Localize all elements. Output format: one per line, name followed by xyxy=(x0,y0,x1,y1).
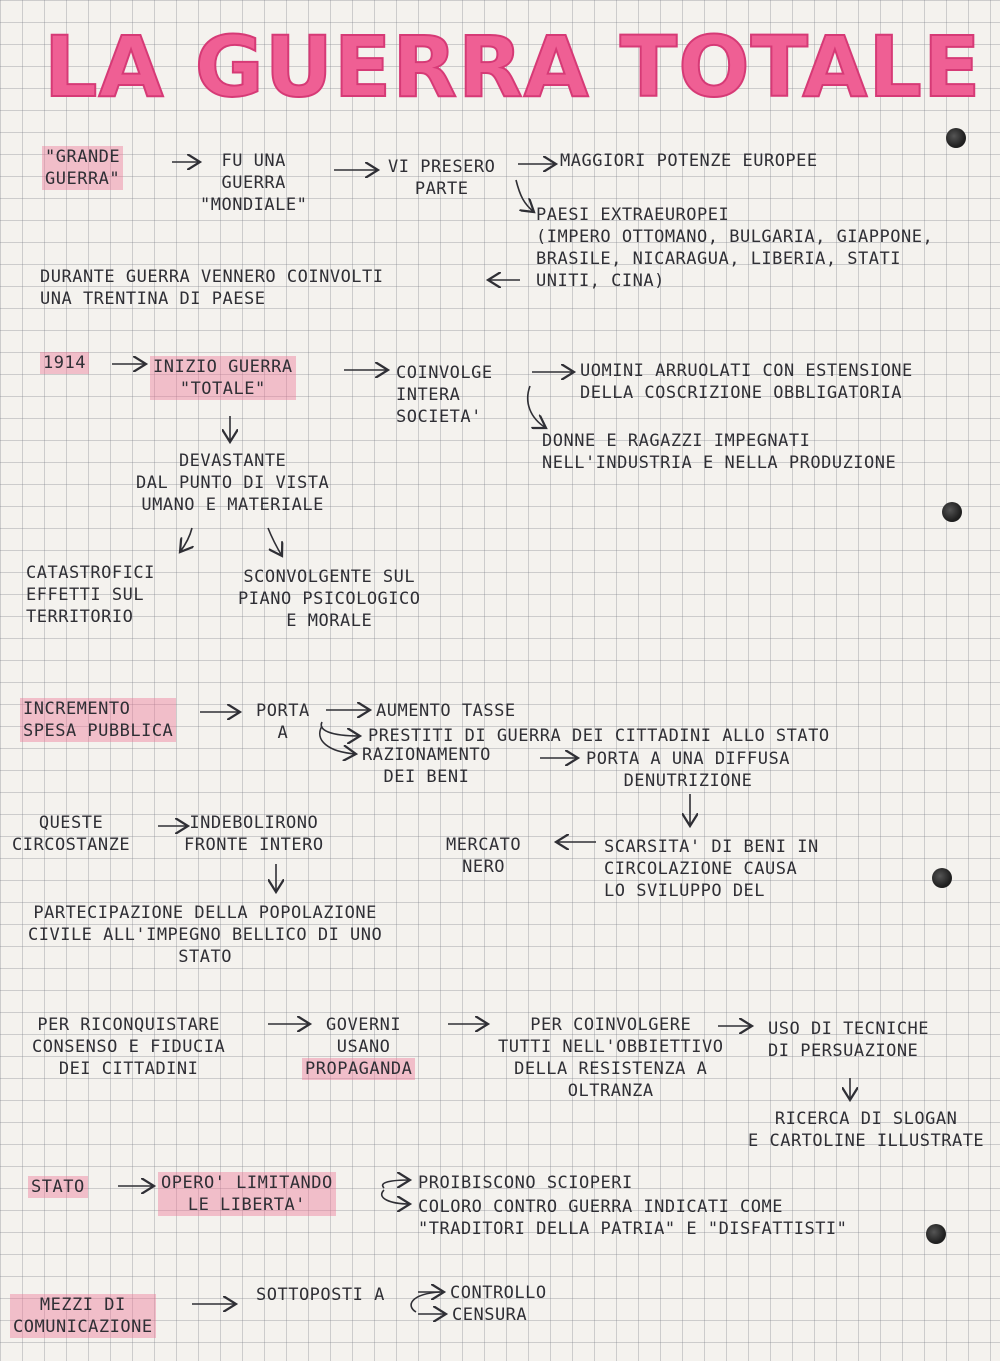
devastante: DEVASTANTE DAL PUNTO DI VISTA UMANO E MATERIALE xyxy=(136,451,330,515)
fu-una-guerra-mondiale: FU UNA GUERRA "MONDIALE" xyxy=(200,151,308,215)
arrow xyxy=(321,722,360,736)
donne-e-ragazzi: DONNE E RAGAZZI IMPEGNATI NELL'INDUSTRIA E NELLA PRODUZIONE xyxy=(542,431,897,473)
partecipazione-popolazione: PARTECIPAZIONE DELLA POPOLAZIONE CIVILE ALL'IMPEGNO BELLICO DI UNO STATO xyxy=(28,903,383,967)
controllo: CONTROLLO xyxy=(450,1283,547,1303)
stato-label: STATO xyxy=(28,1176,88,1198)
arrow xyxy=(268,528,282,556)
incremento-spesa-pubblica: INCREMENTO SPESA PUBBLICA xyxy=(20,698,176,742)
sconvolgente: SCONVOLGENTE SUL PIANO PSICOLOGICO E MORALE xyxy=(238,567,421,631)
paesi-extraeuropei: PAESI EXTRAEUROPEI (IMPERO OTTOMANO, BULGARIA, GIAPPONE, BRASILE, NICARAGUA, LIBERIA, STATI UNITI, CINA) xyxy=(536,205,934,291)
mezzi-di-comunicazione: MEZZI DI COMUNICAZIONE xyxy=(10,1294,156,1338)
durante-guerra: DURANTE GUERRA VENNERO COINVOLTI UNA TRENTINA DI PAESE xyxy=(40,267,384,309)
catastrofici-effetti: CATASTROFICI EFFETTI SUL TERRITORIO xyxy=(26,563,155,627)
page-title: LA GUERRA TOTALE xyxy=(44,18,982,116)
mercato-nero: MERCATO NERO xyxy=(446,835,522,877)
maggiori-potenze: MAGGIORI POTENZE EUROPEE xyxy=(560,151,818,171)
queste-circostanze: QUESTE CIRCOSTANZE xyxy=(12,813,131,855)
binder-hole xyxy=(932,868,952,888)
arrow xyxy=(516,180,534,212)
binder-hole xyxy=(942,502,962,522)
opero-limitando: OPERO' LIMITANDO LE LIBERTA' xyxy=(158,1172,336,1216)
inizio-guerra-totale: INIZIO GUERRA "TOTALE" xyxy=(150,356,296,400)
arrow xyxy=(382,1190,410,1204)
arrow xyxy=(180,528,192,552)
per-coinvolgere: PER COINVOLGERE TUTTI NELL'OBBIETTIVO DELLA RESISTENZA A OLTRANZA xyxy=(498,1015,724,1101)
arrow xyxy=(411,1292,440,1312)
arrow xyxy=(320,726,356,754)
coloro-contro-guerra: COLORO CONTRO GUERRA INDICATI COME "TRADITORI DELLA PATRIA" E "DISFATTISTI" xyxy=(418,1197,848,1239)
prestiti-di-guerra: PRESTITI DI GUERRA DEI CITTADINI ALLO STATO xyxy=(368,726,830,746)
propaganda: PROPAGANDA xyxy=(302,1058,415,1080)
scarsita-di-beni: SCARSITA' DI BENI IN CIRCOLAZIONE CAUSA LO SVILUPPO DEL xyxy=(604,837,819,901)
governi-usano: GOVERNI USANO xyxy=(326,1015,402,1057)
sottoposti-a: SOTTOPOSTI A xyxy=(256,1285,385,1305)
vi-presero-parte: VI PRESERO PARTE xyxy=(388,157,496,199)
aumento-tasse: AUMENTO TASSE xyxy=(376,701,516,721)
ricerca-di-slogan: RICERCA DI SLOGAN E CARTOLINE ILLUSTRATE xyxy=(748,1109,985,1151)
uso-di-tecniche: USO DI TECNICHE DI PERSUAZIONE xyxy=(768,1019,930,1061)
indebolirono-fronte: INDEBOLIRONO FRONTE INTERO xyxy=(184,813,324,855)
censura: CENSURA xyxy=(452,1305,528,1325)
uomini-arruolati: UOMINI ARRUOLATI CON ESTENSIONE DELLA COSCRIZIONE OBBLIGATORIA xyxy=(580,361,913,403)
coinvolge-intera-societa: COINVOLGE INTERA SOCIETA' xyxy=(396,363,493,427)
arrow xyxy=(383,1180,410,1188)
razionamento-dei-beni: RAZIONAMENTO DEI BENI xyxy=(362,745,491,787)
year-1914: 1914 xyxy=(40,352,89,374)
proibiscono-scioperi: PROIBISCONO SCIOPERI xyxy=(418,1173,633,1193)
arrow xyxy=(528,386,546,428)
binder-hole xyxy=(946,128,966,148)
grande-guerra-label: "GRANDE GUERRA" xyxy=(42,146,123,190)
porta-denutrizione: PORTA A UNA DIFFUSA DENUTRIZIONE xyxy=(586,749,790,791)
binder-hole xyxy=(926,1224,946,1244)
per-riconquistare: PER RICONQUISTARE CONSENSO E FIDUCIA DEI CITTADINI xyxy=(32,1015,226,1079)
porta-a: PORTA A xyxy=(256,701,310,743)
